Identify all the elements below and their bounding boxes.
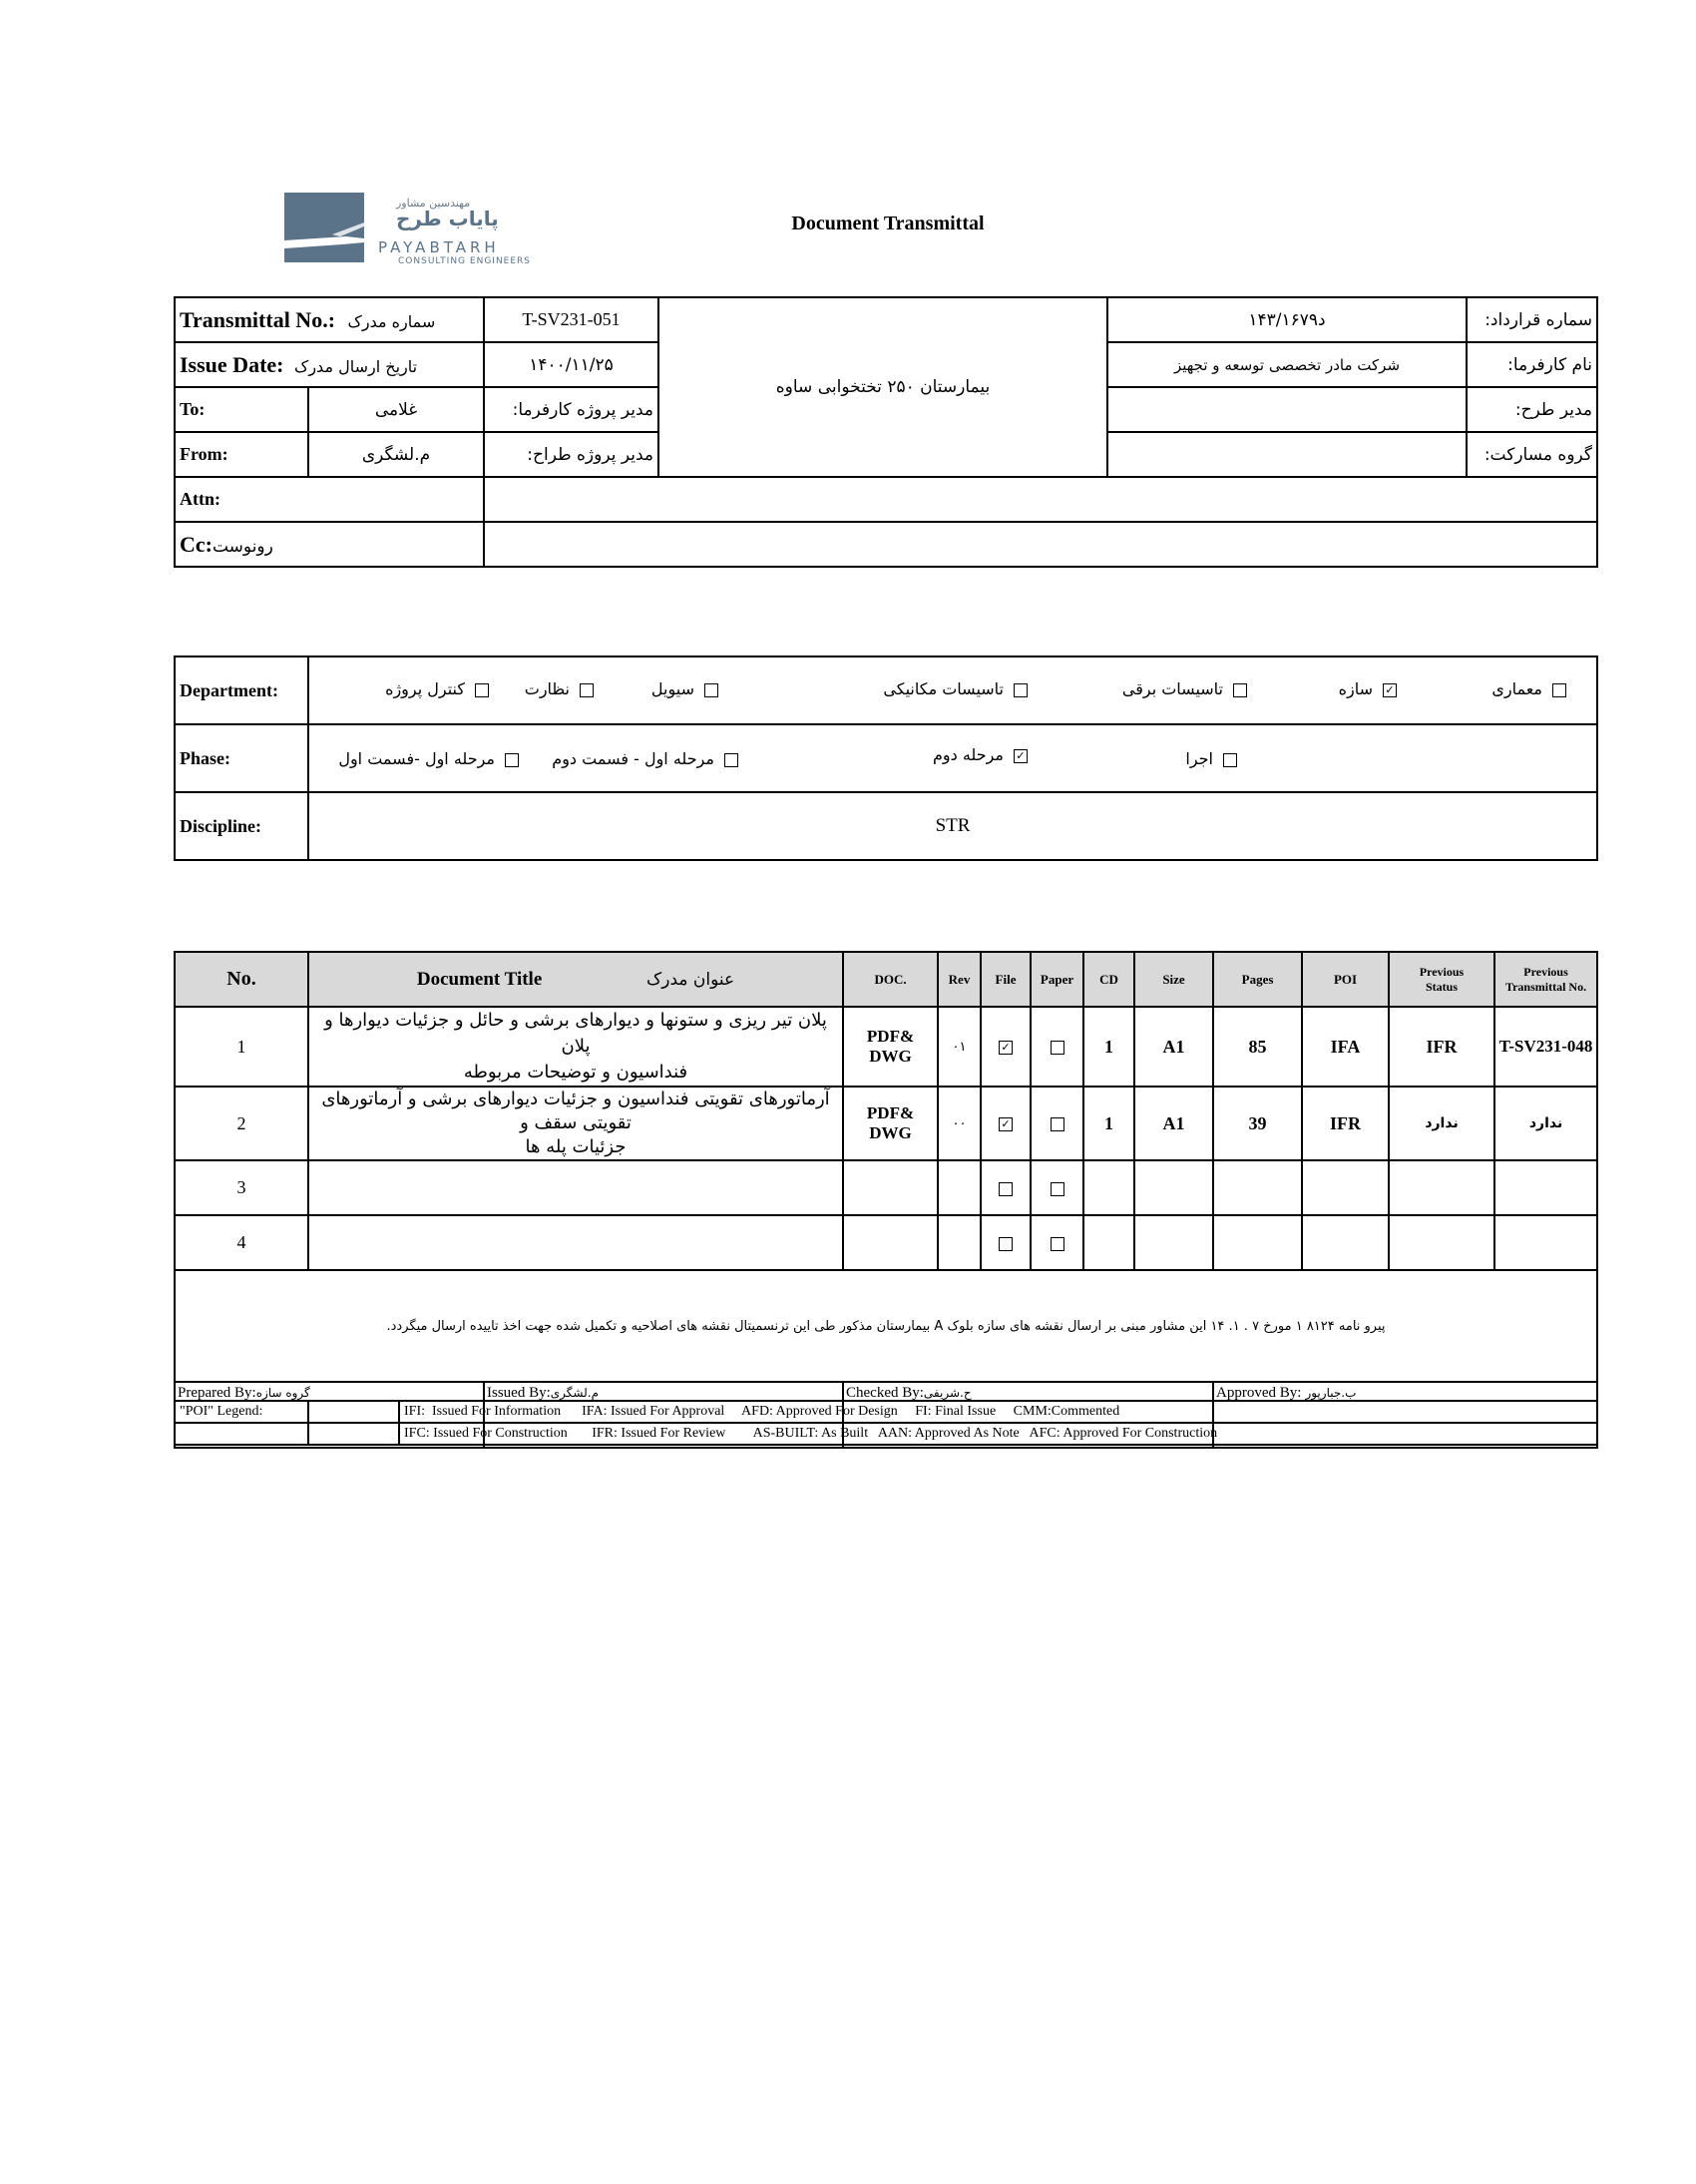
row-poi: IFR — [1302, 1087, 1389, 1160]
row-prev-transmittal: ندارد — [1494, 1087, 1597, 1160]
row-prev-transmittal: T-SV231-048 — [1494, 1007, 1597, 1087]
from-value: م.لشگری — [308, 432, 484, 477]
col-header-paper: Paper — [1031, 952, 1083, 1007]
row-prev-status: ندارد — [1389, 1087, 1494, 1160]
logo-persian-subtitle: مهندسین مشاور — [396, 197, 471, 210]
row-paper-checkbox[interactable] — [1031, 1215, 1083, 1270]
checkbox[interactable] — [475, 683, 489, 697]
checkbox[interactable] — [1552, 683, 1566, 697]
row-file-checkbox[interactable] — [981, 1215, 1031, 1270]
checkbox-checked[interactable]: ✓ — [999, 1041, 1013, 1055]
row-prev-transmittal — [1494, 1215, 1597, 1270]
row-title — [308, 1215, 843, 1270]
designer-pm-label: مدیر پروژه طراح: — [484, 432, 658, 477]
col-header-size: Size — [1134, 952, 1213, 1007]
row-pages: 85 — [1213, 1007, 1302, 1087]
transmittal-number-label: Transmittal No.: سماره مدرک — [175, 297, 484, 342]
col-header-prev-transmittal: Previous Transmittal No. — [1494, 952, 1597, 1007]
row-size: A1 — [1134, 1087, 1213, 1160]
row-paper-checkbox[interactable] — [1031, 1007, 1083, 1087]
partner-group-label: گروه مسارکت: — [1467, 432, 1597, 477]
logo-mark — [284, 193, 364, 262]
phase-option-execution[interactable]: اجرا — [1185, 749, 1237, 768]
phase-options — [308, 724, 1597, 792]
dept-option-architecture[interactable]: معماری — [1491, 679, 1566, 698]
checkbox[interactable] — [1233, 683, 1247, 697]
row-prev-transmittal — [1494, 1160, 1597, 1215]
row-pages: 39 — [1213, 1087, 1302, 1160]
col-header-doc: DOC. — [843, 952, 938, 1007]
row-prev-status: IFR — [1389, 1007, 1494, 1087]
poi-legend-label: "POI" Legend: — [175, 1401, 308, 1423]
row-doc-type: PDF& DWG — [843, 1007, 938, 1087]
phase-option-second-stage[interactable]: ✓مرحله دوم — [933, 745, 1028, 764]
checkbox[interactable] — [580, 683, 594, 697]
col-header-file: File — [981, 952, 1031, 1007]
row-title: آرماتورهای تقویتی فنداسیون و جزئیات دیوارهای برشی و آرماتورهای تقویتی سقف و جزئیات پله ها — [308, 1087, 843, 1160]
row-no: 1 — [175, 1007, 308, 1087]
contract-number-label: سماره قرارداد: — [1467, 297, 1597, 342]
checkbox[interactable] — [724, 753, 738, 767]
dept-option-project-control[interactable]: کنترل پروژه — [385, 679, 489, 698]
transmittal-info-table — [174, 296, 1598, 568]
dept-option-mechanical[interactable]: تاسیسات مکانیکی — [883, 679, 1028, 698]
table-row — [175, 1215, 1597, 1270]
row-rev: ۰۱ — [938, 1007, 981, 1087]
row-cd: 1 — [1083, 1007, 1134, 1087]
row-paper-checkbox[interactable] — [1031, 1087, 1083, 1160]
logo-english-name: PAYABTARH — [378, 238, 500, 256]
issue-date-value: ۱۴۰۰/۱۱/۲۵ — [484, 342, 658, 387]
row-rev — [938, 1160, 981, 1215]
row-cd — [1083, 1215, 1134, 1270]
checkbox[interactable] — [704, 683, 718, 697]
row-file-checkbox[interactable] — [981, 1087, 1031, 1160]
row-poi — [1302, 1160, 1389, 1215]
discipline-value: STR — [308, 792, 1597, 860]
row-rev: ۰۰ — [938, 1087, 981, 1160]
dept-option-civil[interactable]: سیویل — [651, 679, 718, 698]
checkbox-checked[interactable]: ✓ — [999, 1117, 1013, 1131]
checkbox[interactable] — [1051, 1237, 1064, 1251]
row-cd: 1 — [1083, 1087, 1134, 1160]
from-label: From: — [175, 432, 308, 477]
department-options — [308, 656, 1597, 724]
row-file-checkbox[interactable] — [981, 1007, 1031, 1087]
checkbox[interactable] — [1051, 1117, 1064, 1131]
row-no: 2 — [175, 1087, 308, 1160]
legend-blank-cell — [175, 1423, 308, 1445]
project-manager-value — [1107, 387, 1467, 432]
phase-option-first-stage-part2[interactable]: مرحله اول - فسمت دوم — [552, 749, 738, 768]
checkbox[interactable] — [999, 1182, 1013, 1196]
col-header-cd: CD — [1083, 952, 1134, 1007]
attn-label: Attn: — [175, 477, 484, 522]
logo-persian-name: پایاب طرح — [396, 207, 499, 230]
table-row — [175, 1160, 1597, 1215]
row-doc-type — [843, 1160, 938, 1215]
row-no: 4 — [175, 1215, 308, 1270]
remarks: پیرو نامه ۸۱۲۴ ۱ مورخ ۷ . ۱. ۱۴ این مشاور مبنی بر ارسال نقشه های سازه بلوک A بیمارستان مذکور طی این ترنسمیتال نقشه های اصلاحیه و تکمیل شده جهت اخذ تاییده ارسال میگردد. — [175, 1270, 1597, 1382]
checkbox[interactable] — [505, 753, 519, 767]
poi-legend-table — [174, 1400, 1598, 1446]
legend-blank-cell — [308, 1423, 399, 1445]
client-name-label: نام کارفرما: — [1467, 342, 1597, 387]
company-logo — [284, 193, 544, 266]
row-paper-checkbox[interactable] — [1031, 1160, 1083, 1215]
col-header-title: Document Title عنوان مدرک — [308, 952, 843, 1007]
cc-label: Cc:رونوست — [175, 522, 484, 567]
row-poi: IFA — [1302, 1007, 1389, 1087]
row-no: 3 — [175, 1160, 308, 1215]
row-title: پلان تیر ریزی و ستونها و دیوارهای برشی و حائل و جزئیات دیوارها و پلان فنداسیون و توضیحات مربوطه — [308, 1007, 843, 1087]
table-row — [175, 1007, 1597, 1087]
approved-by: Approved By: ب.جبارپور — [1213, 1382, 1597, 1448]
col-header-poi: POI — [1302, 952, 1389, 1007]
issued-by: Issued By:م.لشگری — [484, 1382, 843, 1448]
row-prev-status — [1389, 1160, 1494, 1215]
table-row — [175, 1087, 1597, 1160]
row-pages — [1213, 1160, 1302, 1215]
dept-option-electrical[interactable]: تاسیسات برقی — [1122, 679, 1247, 698]
discipline-label: Discipline: — [175, 792, 308, 860]
row-file-checkbox[interactable] — [981, 1160, 1031, 1215]
poi-legend-line-2: IFC: Issued For Construction IFR: Issued For Review AS-BUILT: As Built AAN: Approved As Note AFC: Approved For Construction — [399, 1423, 1597, 1445]
row-title — [308, 1160, 843, 1215]
row-size: A1 — [1134, 1007, 1213, 1087]
row-size — [1134, 1160, 1213, 1215]
documents-table — [174, 951, 1598, 1449]
row-poi — [1302, 1215, 1389, 1270]
checkbox-checked[interactable]: ✓ — [1383, 683, 1397, 697]
transmittal-number-value: T-SV231-051 — [484, 297, 658, 342]
to-value: غلامی — [308, 387, 484, 432]
col-header-no: No. — [175, 952, 308, 1007]
checkbox[interactable] — [1014, 683, 1028, 697]
dept-option-structure[interactable]: ✓سازه — [1339, 679, 1397, 698]
col-header-rev: Rev — [938, 952, 981, 1007]
row-rev — [938, 1215, 981, 1270]
department-label: Department: — [175, 656, 308, 724]
partner-group-value — [1107, 432, 1467, 477]
dept-option-supervision[interactable]: نظارت — [525, 679, 594, 698]
checkbox[interactable] — [999, 1237, 1013, 1251]
attn-value — [484, 477, 1597, 522]
classification-table — [174, 655, 1598, 861]
row-size — [1134, 1215, 1213, 1270]
phase-label: Phase: — [175, 724, 308, 792]
client-pm-label: مدیر پروژه کارفرما: — [484, 387, 658, 432]
contract-number-value: ۱۴۳/۱۶۷۹د — [1107, 297, 1467, 342]
checkbox[interactable] — [1223, 753, 1237, 767]
phase-option-first-stage-part1[interactable]: مرحله اول -فسمت اول — [338, 749, 519, 768]
row-prev-status — [1389, 1215, 1494, 1270]
col-header-pages: Pages — [1213, 952, 1302, 1007]
client-name-value: شرکت مادر تخصصی توسعه و تجهیز — [1107, 342, 1467, 387]
poi-legend-line-1: IFI: Issued For Information IFA: Issued For Approval AFD: Approved For Design FI: Final Issue CMM:Commented — [399, 1401, 1597, 1423]
row-doc-type: PDF& DWG — [843, 1087, 938, 1160]
legend-blank-cell — [308, 1401, 399, 1423]
project-name: بیمارستان ۲۵۰ تختخوابی ساوه — [658, 297, 1107, 477]
prepared-by: Prepared By:گروه سازه — [175, 1382, 484, 1448]
logo-tagline: CONSULTING ENGINEERS — [398, 256, 532, 266]
project-manager-label: مدیر طرح: — [1467, 387, 1597, 432]
col-header-prev-status: Previous Status — [1389, 952, 1494, 1007]
checkbox[interactable] — [1051, 1182, 1064, 1196]
to-label: To: — [175, 387, 308, 432]
row-pages — [1213, 1215, 1302, 1270]
row-doc-type — [843, 1215, 938, 1270]
checked-by: Checked By:ح.شریفی — [843, 1382, 1213, 1448]
issue-date-label: Issue Date: تاریخ ارسال مدرک — [175, 342, 484, 387]
page-title: Document Transmittal — [791, 213, 985, 234]
checkbox[interactable] — [1051, 1041, 1064, 1055]
cc-value — [484, 522, 1597, 567]
row-cd — [1083, 1160, 1134, 1215]
checkbox-checked[interactable]: ✓ — [1014, 749, 1028, 763]
